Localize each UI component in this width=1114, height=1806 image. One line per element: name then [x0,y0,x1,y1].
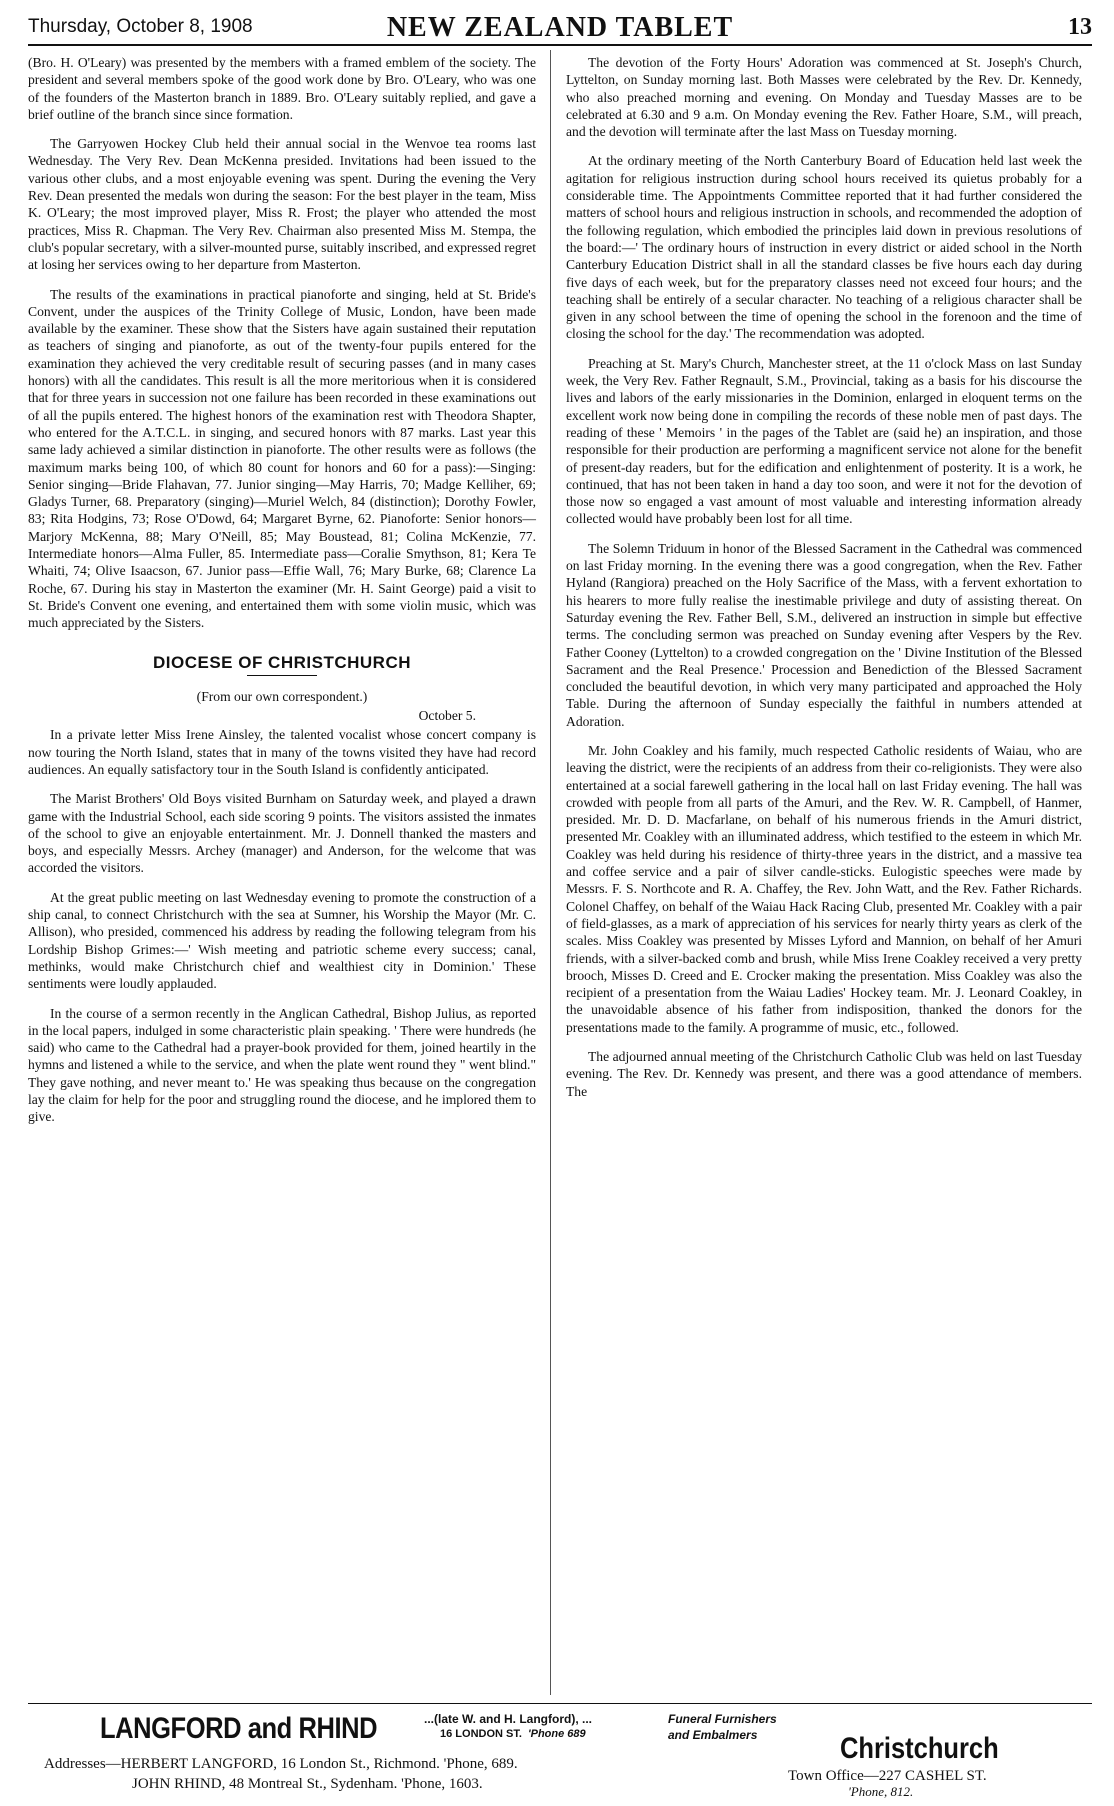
section-heading: DIOCESE OF CHRISTCHURCH [152,652,411,672]
advertiser-address-langford: Addresses—HERBERT LANGFORD, 16 London St., Richmond. 'Phone, 689. [44,1756,518,1772]
article-paragraph: In the course of a sermon recently in the Anglican Cathedral, Bishop Julius, as reported in the local papers, indulged in some characteristic plain speaking. ' There were hundreds (he said) who came to the Cathedral had a prayer-book provided for them, joined heartily in the hymns and listened a while to the service, and when the plate went round they " went blind." They gave nothing, and never meant to.' He was speaking thus because on the congregation lay the claim for help for the poor and struggling round the diocese, and he implored them to give. [28,1005,536,1125]
article-paragraph: At the ordinary meeting of the North Canterbury Board of Education held last week the agitation for religious instruction during school hours received its quietus probably for a considerable time. The Appointments Committee reported that it had further considered the matters of school hours and religious instruction in schools, and recommended the adoption of the following regulation, which embodied the principles laid down in previous resolutions of the board:—' The ordinary hours of instruction in every district or aided school in the North Canterbury Education District shall in all the standard classes be five hours each day during five days of each week, but for the preparatory classes need not exceed four hours; and the teaching shall be entirely of a secular character. No teaching of a religious character shall be given in any school between the time of opening the school in the forenoon and the time of closing the school for the day.' The recommendation was adopted. [566,153,1082,342]
article-paragraph: The Garryowen Hockey Club held their annual social in the Wenvoe tea rooms last Wednesday. The Very Rev. Dean McKenna presided. Invitations had been issued to the various other clubs, and a most enjoyable evening was spent. During the evening the Very Rev. Dean presented the medals won during the season: For the best player in the team, Miss K. O'Leary; the most improved player, Miss R. Frost; the player who attended the most practices, Miss R. Chapman. The Very Rev. Chairman also presented Miss M. Stempa, the club's popular secretary, with a silver-mounted purse, suitably inscribed, and expressed regret at losing her services owing to her departure from Masterton. [28,136,536,273]
article-paragraph: The adjourned annual meeting of the Christchurch Catholic Club was held on last Tuesday evening. The Rev. Dr. Kennedy was present, and there was a good attendance of members. The [566,1049,1082,1099]
article-paragraph: (Bro. H. O'Leary) was presented by the members with a framed emblem of the society. The president and several members spoke of the good work done by Bro. O'Leary, who was one of the founders of the Masterton branch in 1889. Bro. O'Leary suitably replied, and gave a brief outline of the branch since since formation. [28,55,536,122]
advertiser-former-name: ...(late W. and H. Langford), ... [424,1712,592,1726]
dateline: October 5. [418,708,476,724]
right-column [566,54,1082,1112]
advertiser-street: 16 LONDON ST. [440,1728,522,1740]
correspondent-line: (From our own correspondent.) [196,688,368,704]
advertiser-service-embalmers: and Embalmers [668,1728,758,1742]
advertiser-service-funeral: Funeral Furnishers [668,1712,777,1726]
article-paragraph: In a private letter Miss Irene Ainsley, the talented vocalist whose concert company is now touring the North Island, states that in many of the towns visited they have had record audiences. An equally satisfactory tour in the South Island is confidently anticipated. [28,727,536,777]
advertiser-city: Christchurch [840,1732,999,1765]
masthead-title: NEW ZEALAND TABLET [386,12,734,43]
advertiser-address-rhind: JOHN RHIND, 48 Montreal St., Sydenham. 'Phone, 1603. [132,1776,483,1792]
advertiser-town-phone: 'Phone, 812. [848,1784,914,1799]
advertisement-rule [28,1703,1092,1704]
header-rule [28,44,1092,46]
article-paragraph: The Marist Brothers' Old Boys visited Burnham on Saturday week, and played a drawn game with the Industrial School, each side scoring 9 points. The visitors assisted the inmates of the school to give an enjoyable entertainment. Mr. J. Donnell thanked the masters and boys, and especially Messrs. Archey (manager) and Anderson, for the welcome that was accorded the visitors. [28,791,536,876]
article-paragraph: The results of the examinations in practical pianoforte and singing, held at St. Bride's Convent, under the auspices of the Trinity College of Music, London, have been made available by the examiner. These show that the Sisters have again sustained their reputation as teachers of singing and pianoforte, as out of the twenty-four pupils entered for the examination they achieved the very creditable result of securing passes (and in many cases honors) with all the candidates. This result is all the more meritorious when it is considered that for three years in succession not one failure has been recorded in these examinations out of all the pupils entered. The highest honors of the examination rest with Theodora Shapter, who entered for the A.T.C.L. in singing, and secured honors with 87 marks. Last year this same lady achieved a similar distinction in pianoforte. The other results were as follows (the maximum marks being 100, of which 80 count for honors and 60 for a pass):—Singing: Senior singing—Bride Flahavan, 77. Junior singing—May Harris, 70; Madge Kelliher, 69; Gladys Turner, 68. Preparatory (singing)—Muriel Welch, 84 (distinction); Dorothy Fowler, 83; Rita Hodgins, 73; Rose O'Dowd, 64; Margaret Byrne, 62. Pianoforte: Senior honors—Marjory McKenna, 88; Mary O'Neill, 85; May Boustead, 81; Colina McKenzie, 77. Intermediate honors—Alma Fuller, 85. Intermediate pass—Coralie Smythson, 81; Kera Te Whaiti, 74; Olive Isaacson, 67. Junior pass—Effie Wall, 76; Mary Burke, 68; Clarence La Roche, 67. During his stay in Masterton the examiner (Mr. H. Saint George) paid a visit to St. Bride's Convent one evening, and entertained them with some violin music, which was much appreciated by the Sisters. [28,286,536,631]
advertisement [28,1708,1092,1800]
advertiser-phone: 'Phone 689 [528,1728,586,1740]
page-header [28,12,1092,44]
column-divider [550,50,551,1695]
left-column [28,54,536,1138]
section-rule [247,675,317,676]
advertiser-town-office: Town Office—227 CASHEL ST. [788,1768,987,1784]
article-paragraph: At the great public meeting on last Wednesday evening to promote the construction of a ship canal, to connect Christchurch with the sea at Sumner, his Worship the Mayor (Mr. C. Allison), who presided, commenced his address by reading the following telegram from his Lordship Bishop Grimes:—' Wish meeting and patriotic scheme every success; canal, methinks, would make Christchurch chief and wealthiest city in Dominion.' These sentiments were loudly applauded. [28,889,536,992]
article-paragraph: Mr. John Coakley and his family, much respected Catholic residents of Waiau, who are leaving the district, were the recipients of an address from their co-religionists. They were also entertained at a social farewell gathering in the local hall on last Friday evening. The hall was crowded with people from all parts of the Amuri, and the Rev. W. R. Campbell, of Hanmer, presided. Mr. D. D. Macfarlane, on behalf of his numerous friends in the Amuri district, presented Mr. Coakley with an illuminated address, which testified to the esteem in which Mr. Coakley was held during his residence of thirty-three years in the district, and a massive tea and coffee service and a pair of silver candle-sticks. Eulogistic speeches were made by Messrs. F. S. Northcote and R. A. Chaffey, the Rev. John Watt, and the Rev. Father Richards. Colonel Chaffey, on behalf of the Waiau Hack Racing Club, presented Mr. Coakley with a pair of field-glasses, as a mark of appreciation of his services for nearly thirty years as clerk of the scales. Miss Coakley was presented by Misses Lyford and Mannion, on behalf of her Amuri friends, with a silver-backed comb and brush, while Miss Irene Coakley received a very pretty brooch, Misses D. Creed and E. Crocker making the presentation. Miss Coakley was also the recipient of a presentation from the Waiau Ladies' Hockey team. Mr. J. Leonard Coakley, in the unavoidable absence of his father from indisposition, thanked the donors for the presentations made to the family. A programme of music, etc., followed. [566,742,1082,1035]
page-number: 13 [1068,14,1092,40]
issue-date: Thursday, October 8, 1908 [28,16,253,37]
article-paragraph: The devotion of the Forty Hours' Adoration was commenced at St. Joseph's Church, Lyttelton, on Sunday morning last. Both Masses were celebrated by the Rev. Dr. Kennedy, who also preached morning and evening. On Monday and Tuesday Masses are to be celebrated at 6.30 and 9 a.m. On Monday evening the Rev. Father Hoare, S.M., will preach, and the devotion will terminate after the last Mass on Tuesday morning. [566,55,1082,140]
advertiser-name: LANGFORD and RHIND [100,1712,378,1745]
article-paragraph: Preaching at St. Mary's Church, Manchester street, at the 11 o'clock Mass on last Sunday week, the Very Rev. Father Regnault, S.M., Provincial, taking as a basis for his discourse the lives and labors of the early missionaries in the Dominion, enlarged in eloquent terms on the excellent work now being done in compiling the records of these noble men of past days. The reading of these ' Memoirs ' in the pages of the Tablet are (said he) an inspiration, and those responsible for their production are performing a magnificent service not alone for the benefit of present-day readers, but for the edification and enlightenment of posterity. It is a work, he continued, that has not been taken in hand a day too soon, and were it not for the devotion of those now so engaged a vast amount of most valuable and interesting information already collected would have probably been lost for all time. [566,355,1082,527]
article-paragraph: The Solemn Triduum in honor of the Blessed Sacrament in the Cathedral was commenced on last Friday morning. In the evening there was a good congregation, when the Rev. Father Hyland (Rangiora) preached on the Holy Sacrifice of the Mass, with a fervent exhortation to his hearers to more fully realise the inestimable privilege and duty of assisting thereat. On Saturday evening the Rev. Father Bell, S.M., delivered an instruction in simple but effective terms. The concluding sermon was preached on Sunday evening after Vespers by the Rev. Father Cooney (Lyttelton) to a crowded congregation on the ' Divine Institution of the Blessed Sacrament and the Real Presence.' Procession and Benediction of the Blessed Sacrament concluded the beautiful devotion, in which very many participated and approached the Holy Table. During the afternoon of Sunday especially the faithful in numbers attended at Adoration. [566,540,1082,729]
